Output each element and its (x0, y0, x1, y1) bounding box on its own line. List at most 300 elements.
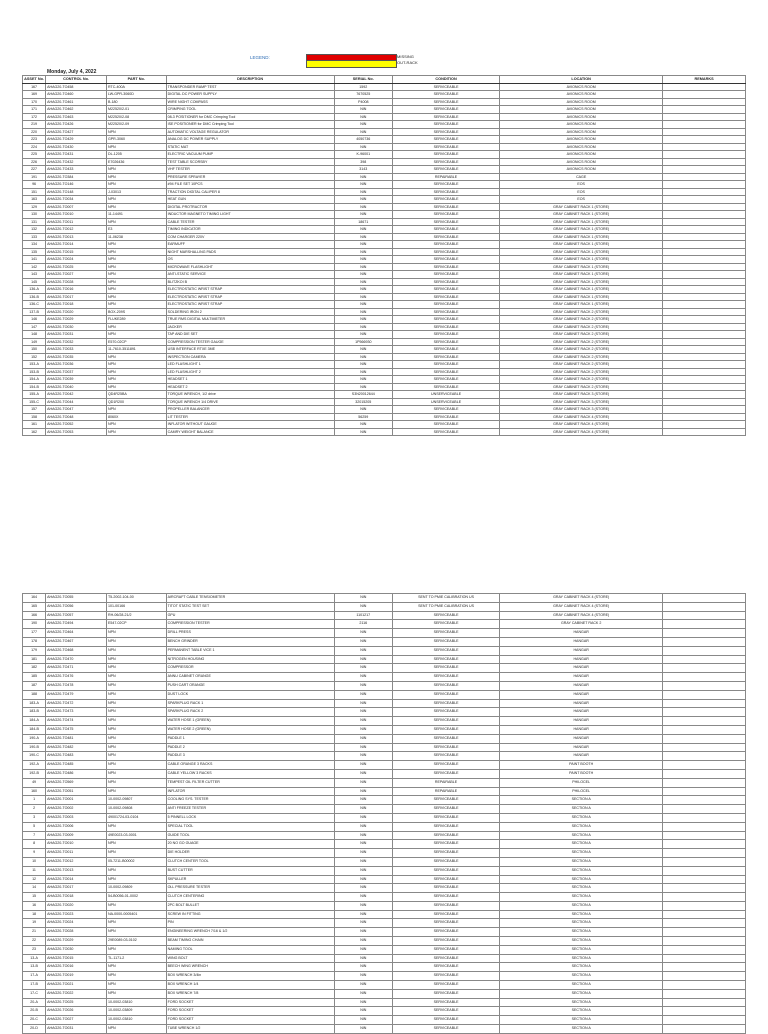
table-cell (663, 368, 746, 376)
table-row (23, 151, 746, 159)
table-cell (663, 717, 746, 726)
table-cell: TUBE WRENCH 1/2 (166, 1025, 334, 1034)
table-cell: 191 (23, 173, 46, 181)
table-cell: NIN (334, 805, 392, 814)
table-row (23, 594, 746, 603)
table-cell: AHAG20-TO016 (46, 286, 107, 294)
table-row (23, 391, 746, 399)
table-cell: SECTION A (500, 857, 663, 866)
table-cell (663, 620, 746, 629)
table-cell: AHAG20-TO481 (46, 734, 107, 743)
table-cell: SERVICEABLE (393, 263, 500, 271)
table-cell: SECTION A (500, 831, 663, 840)
table-cell: ANTI FREEZE TESTER (166, 805, 334, 814)
table-cell: SERVICEABLE (393, 664, 500, 673)
table-cell: WING BOLT (166, 954, 334, 963)
table-cell: 49001724-03-0104 (106, 813, 166, 822)
table-cell: 165 (23, 602, 46, 611)
table-row (23, 91, 746, 99)
table-cell: TITOT STATIC TEST SET (166, 602, 334, 611)
table-cell: AHAG20-TO031 (46, 1025, 107, 1034)
table-cell: AHAG20-TO013 (46, 233, 107, 241)
table-cell: NPN (106, 787, 166, 796)
table-cell (663, 271, 746, 279)
table-cell: SPECIAL TOOL (166, 822, 334, 831)
table-cell: SECTION A (500, 981, 663, 990)
table-cell (663, 218, 746, 226)
table-cell: 19 (23, 919, 46, 928)
table-cell: 160 (23, 787, 46, 796)
table-cell (663, 840, 746, 849)
table-cell: TIMING INDICATOR (166, 226, 334, 234)
table-cell (663, 233, 746, 241)
table-cell: SERVICEABLE (393, 629, 500, 638)
table-cell: SERVICEABLE (393, 1016, 500, 1025)
table-cell: 190-B (23, 743, 46, 752)
table-cell: 1P566930 (334, 338, 392, 346)
table-cell: REPAIRABLE (393, 787, 500, 796)
table-cell: SERVICEABLE (393, 805, 500, 814)
table-cell (663, 602, 746, 611)
table-cell: E547-02CP (106, 620, 166, 629)
table-cell: AHAG20-TO006 (46, 822, 107, 831)
table-cell: ENGINEERING WRENCH 7/16 & 1/2 (166, 928, 334, 937)
table-cell: SECTION A (500, 805, 663, 814)
table-cell (663, 884, 746, 893)
table-cell: AHAG20-TO470 (46, 655, 107, 664)
table-row (23, 376, 746, 384)
table-cell: 148 (23, 331, 46, 339)
table-row (23, 143, 746, 151)
table-cell: NIN (334, 1016, 392, 1025)
table-row (23, 181, 746, 189)
table-cell: SERVICEABLE (393, 901, 500, 910)
table-cell: 3143 (334, 166, 392, 174)
table-row (23, 271, 746, 279)
table-cell: AHAG20-TO467 (46, 637, 107, 646)
table-cell (663, 203, 746, 211)
table-cell: NIN (334, 301, 392, 309)
table-row (23, 121, 746, 129)
table-cell: COOLING SYS. TESTER (166, 796, 334, 805)
table-cell: 7670525 (334, 91, 392, 99)
table-cell: SERVICEABLE (393, 822, 500, 831)
table-row (23, 901, 746, 910)
table-cell: AHAG20-TO039 (46, 376, 107, 384)
table-cell: GRAY CABINET RACK 1 (STORE) (500, 263, 663, 271)
table-cell: 3 (23, 813, 46, 822)
table-cell: 188 (23, 690, 46, 699)
table-cell: PAINT BOOTH (500, 761, 663, 770)
table-cell: AHAG20-TO042 (46, 391, 107, 399)
table-cell: GRAY CABINET RACK 1 (STORE) (500, 211, 663, 219)
table-cell: B-180 (106, 98, 166, 106)
table-cell: 10-0002-03810 (106, 998, 166, 1007)
table-cell: SERVICEABLE (393, 421, 500, 429)
table-cell: TAP AND DIE SET (166, 331, 334, 339)
legend-outrack-text: OUT-RACK (397, 60, 418, 65)
table-cell: NIN (334, 263, 392, 271)
table-cell: GRAY CABINET RACK 1 (STORE) (500, 293, 663, 301)
table-cell: 9 (23, 849, 46, 858)
table-cell: 158 (23, 413, 46, 421)
table-cell: SERVICEABLE (393, 673, 500, 682)
table-cell: NIN (334, 1025, 392, 1034)
table-cell: AHAG20-TO464 (46, 629, 107, 638)
table-cell: NPN (106, 301, 166, 309)
table-cell: 7 (23, 831, 46, 840)
table-cell: AHAG20-TO020 (46, 901, 107, 910)
table-cell: SERVICEABLE (393, 1025, 500, 1034)
table-cell: NIN (334, 241, 392, 249)
table-cell (663, 655, 746, 664)
table-cell: 183-B (23, 708, 46, 717)
table-cell (663, 421, 746, 429)
table-cell: INDUCTOR MAGNETO TIMING LIGHT (166, 211, 334, 219)
table-cell: NIN (334, 822, 392, 831)
table-cell (663, 937, 746, 946)
table-cell: AHAG20-TO024 (46, 256, 107, 264)
header-condition: CONDITION (393, 76, 500, 84)
table-cell (663, 226, 746, 234)
table-cell: SERVICEABLE (393, 849, 500, 858)
table-cell: FORD SOCKET (166, 1007, 334, 1016)
table-cell: 20-A (23, 998, 46, 1007)
table-cell: SPARKPLUG RACK 1 (166, 699, 334, 708)
header-serial-no: SERIAL No. (334, 76, 392, 84)
table-cell (663, 866, 746, 875)
table-cell: NIGHT MARSHALLING PADS (166, 248, 334, 256)
table-cell (663, 323, 746, 331)
table-cell: SERVICEABLE (393, 256, 500, 264)
table-cell (663, 316, 746, 324)
table-cell: PRESSURE SPRAYER (166, 173, 334, 181)
table-cell (663, 831, 746, 840)
table-row (23, 655, 746, 664)
table-cell: GUIDE TOOL (166, 831, 334, 840)
table-cell: AHAG20-TO011 (46, 218, 107, 226)
table-row (23, 963, 746, 972)
table-cell: SCREW IN FITTING (166, 910, 334, 919)
table-row (23, 857, 746, 866)
table-cell: SECTION A (500, 954, 663, 963)
table-cell: NIN (334, 428, 392, 436)
table-cell: SERVICEABLE (393, 611, 500, 620)
table-cell: 134 (23, 241, 46, 249)
table-cell: SERVICEABLE (393, 226, 500, 234)
table-row (23, 301, 746, 309)
table-cell (663, 893, 746, 902)
table-cell: PADDLE 3 (166, 752, 334, 761)
table-cell: 5 (23, 822, 46, 831)
table-cell: 225 (23, 151, 46, 159)
table-cell: NIN (334, 113, 392, 121)
table-cell: SECTION A (500, 937, 663, 946)
table-cell: 20 NO GO GUAGE (166, 840, 334, 849)
table-cell: CABLE TESTER (166, 218, 334, 226)
table-cell (663, 301, 746, 309)
table-cell: SECTION A (500, 813, 663, 822)
table-cell: BOX-209S (106, 308, 166, 316)
table-cell: 17-A (23, 972, 46, 981)
table-cell: NIN (334, 316, 392, 324)
table-cell: NIN (334, 910, 392, 919)
table-cell: NIN (334, 866, 392, 875)
table-cell: GRAY CABINET RACK 2 (STORE) (500, 361, 663, 369)
table-cell: AHAG20-TO471 (46, 664, 107, 673)
table-cell (663, 778, 746, 787)
table-cell: SECTION A (500, 945, 663, 954)
table-cell: ELECTROSTATIC WRIST STRAP (166, 301, 334, 309)
table-cell: AHAG20-TO494 (46, 620, 107, 629)
table-cell: SERVICEABLE (393, 866, 500, 875)
table-cell: SERVICEABLE (393, 796, 500, 805)
table-cell: SERVICEABLE (393, 368, 500, 376)
table-cell (663, 637, 746, 646)
table-cell: NPN (106, 361, 166, 369)
table-cell: SECTION A (500, 822, 663, 831)
table-cell: COM CHARGER 220V (166, 233, 334, 241)
table-row (23, 602, 746, 611)
table-cell: AHAG20-TO458 (46, 83, 107, 91)
table-cell: NPN (106, 822, 166, 831)
table-cell: NPN (106, 271, 166, 279)
table-cell: NIN (334, 594, 392, 603)
table-row (23, 769, 746, 778)
table-cell: 17-C (23, 989, 46, 998)
table-cell: AHAG20-TO052 (46, 421, 107, 429)
table-cell: NIN (334, 831, 392, 840)
table-cell: NPN (106, 629, 166, 638)
table-cell: 219 (23, 121, 46, 129)
table-cell: DIE HOLDER (166, 849, 334, 858)
table-cell (663, 690, 746, 699)
table-cell: NIN (334, 406, 392, 414)
table-cell: AHAG20-TO047 (46, 406, 107, 414)
table-cell: HANGAR (500, 629, 663, 638)
table-cell: AHAG20-TO011 (46, 849, 107, 858)
table-cell: EOS (500, 188, 663, 196)
table-cell: SERVICEABLE (393, 331, 500, 339)
table-cell: AVIONICS ROOM (500, 106, 663, 114)
table-cell: E7026436 (106, 158, 166, 166)
table-cell: NPN (106, 353, 166, 361)
table-cell: HANGAR (500, 752, 663, 761)
table-cell (663, 121, 746, 129)
table-cell: SECTION A (500, 901, 663, 910)
table-cell: SERVICEABLE (393, 428, 500, 436)
table-cell: 190-C (23, 752, 46, 761)
table-cell (663, 989, 746, 998)
table-cell (663, 743, 746, 752)
table-cell: AHAG20-TO048 (46, 413, 107, 421)
table-cell: SENT TO PMIE CALIBRATION US (393, 594, 500, 603)
table-cell: 20-D (23, 1025, 46, 1034)
table-row (23, 752, 746, 761)
table-cell: AIRCRAFT CABLE TENSIOMETER (166, 594, 334, 603)
table-cell: AHAG20-TO473 (46, 708, 107, 717)
table-row (23, 383, 746, 391)
table-cell (663, 346, 746, 354)
table-cell: M22520/2-01 (106, 106, 166, 114)
table-cell: AHAG20-TO431 (46, 151, 107, 159)
table-cell: AHAG20-TO012 (46, 226, 107, 234)
table-cell (663, 263, 746, 271)
table-row (23, 136, 746, 144)
table-cell: NIN (334, 840, 392, 849)
header-asset-no: ASSET No. (24, 77, 44, 81)
table-cell (663, 383, 746, 391)
table-cell (663, 910, 746, 919)
table-cell: #94 FILE SET 10PCS (166, 181, 334, 189)
table-cell: AHAG20-TO569 (46, 778, 107, 787)
table-cell: AVIONICS ROOM (500, 98, 663, 106)
table-row (23, 822, 746, 831)
table-cell (663, 428, 746, 436)
table-cell: SERVICEABLE (393, 699, 500, 708)
table-cell: SERVICEABLE (393, 91, 500, 99)
table-cell: NPN (106, 331, 166, 339)
table-cell: AHAG20-TO020 (46, 308, 107, 316)
table-cell: NIN (334, 989, 392, 998)
table-cell: 1 (23, 796, 46, 805)
table-cell: PAINT BOOTH (500, 769, 663, 778)
table-cell: NIN (334, 681, 392, 690)
table-cell: GRAY CABINET RACK 2 (STORE) (500, 383, 663, 391)
table-cell: NIN (334, 121, 392, 129)
table-cell: AHAG20-TO033 (46, 346, 107, 354)
table-cell: AHAG20-TO029 (46, 937, 107, 946)
table-cell: INFLATOR WITHOUT GAUGE (166, 421, 334, 429)
table-cell: 227 (23, 166, 46, 174)
table-cell: ELECTRIC VACUUM PUMP (166, 151, 334, 159)
table-cell: SERVICEABLE (393, 128, 500, 136)
table-cell: NPN (106, 256, 166, 264)
table-cell (663, 278, 746, 286)
table-cell: 13-B (23, 963, 46, 972)
table-cell: HANGAR (500, 699, 663, 708)
table-cell: SERVICEABLE (393, 158, 500, 166)
table-cell (663, 188, 746, 196)
table-cell: SERVICEABLE (393, 286, 500, 294)
table-cell: HANGAR (500, 708, 663, 717)
table-row (23, 98, 746, 106)
table-cell: AHAG20-TO036 (46, 361, 107, 369)
table-cell: TEMPEST OIL FILTER CUTTER (166, 778, 334, 787)
table-cell: M22520/2-08 (106, 113, 166, 121)
table-cell: SERVICEABLE (393, 884, 500, 893)
table-cell: SERVICEABLE (393, 278, 500, 286)
table-cell: NPN (106, 196, 166, 204)
table-cell: DIGITAL PROTRACTOR (166, 203, 334, 211)
table-cell: AHAG20-TO024 (46, 919, 107, 928)
table-cell: SERVICEABLE (393, 353, 500, 361)
table-cell (663, 1025, 746, 1034)
table-cell: NIN (334, 203, 392, 211)
table-cell: SERVICEABLE (393, 233, 500, 241)
table-cell: SERVICEABLE (393, 998, 500, 1007)
table-cell: NIN (334, 875, 392, 884)
table-cell: NPN (106, 406, 166, 414)
table-row (23, 331, 746, 339)
table-row (23, 188, 746, 196)
table-cell: SERVICEABLE (393, 761, 500, 770)
table-cell (663, 664, 746, 673)
table-cell (663, 181, 746, 189)
table-cell: GRAY CABINET RACK 1 (STORE) (500, 278, 663, 286)
table-cell: SERVICEABLE (393, 413, 500, 421)
table-cell: 10-0002-03809 (106, 1007, 166, 1016)
table-cell: SERVICEABLE (393, 919, 500, 928)
table-cell: NIN (334, 323, 392, 331)
table-cell: 153-A (23, 361, 46, 369)
table-cell: USB INTERFACE RTXE 3ME (166, 346, 334, 354)
table-cell: AHAG20-TO019 (46, 972, 107, 981)
table-cell: 161 (23, 421, 46, 429)
table-cell: 20-B (23, 1007, 46, 1016)
table-cell: NIN (334, 778, 392, 787)
table-cell: SERVICEABLE (393, 316, 500, 324)
table-cell: 11-06238 (106, 233, 166, 241)
table-cell: SERVICEABLE (393, 196, 500, 204)
table-cell (663, 241, 746, 249)
table-row (23, 972, 746, 981)
table-row (23, 226, 746, 234)
table-cell: COMPRESSION TESTER (166, 620, 334, 629)
table-cell: CLUTCH CENTER TOOL (166, 857, 334, 866)
table-cell: 223 (23, 136, 46, 144)
table-cell: NPN (106, 673, 166, 682)
table-cell: NPN (106, 383, 166, 391)
table-cell: ELECTROSTATIC WRIST STRAP (166, 293, 334, 301)
table-cell: AHAG20-TO012 (46, 857, 107, 866)
table-row (23, 346, 746, 354)
table-cell: OS (166, 256, 334, 264)
table-cell: CAGE (500, 173, 663, 181)
table-cell: ELECTROSTATIC WRIST STRAP (166, 286, 334, 294)
table-cell: SECTION A (500, 849, 663, 858)
table-cell: SERVICEABLE (393, 166, 500, 174)
table-cell: AHAG20-TO018 (46, 301, 107, 309)
table-cell (663, 256, 746, 264)
table-cell: 182 (23, 664, 46, 673)
table-cell: GRAY CABINET RACK 2 (STORE) (500, 376, 663, 384)
table-cell: AHAG20-TO034 (46, 196, 107, 204)
table-cell: BOX WRENCH 3/4in (166, 972, 334, 981)
table-row (23, 106, 746, 114)
table-cell: SERVICEABLE (393, 725, 500, 734)
table-cell: FORD SOCKET (166, 1016, 334, 1025)
table-row (23, 743, 746, 752)
table-cell: HANGAR (500, 646, 663, 655)
table-cell: AHAG20-TO472 (46, 699, 107, 708)
table-row (23, 218, 746, 226)
table-cell: PIN (166, 919, 334, 928)
table-cell: UNSERVICEABLE (393, 398, 500, 406)
table-cell: NPN (106, 849, 166, 858)
table-cell: NPN (106, 717, 166, 726)
table-cell (663, 353, 746, 361)
table-cell: SERVICEABLE (393, 121, 500, 129)
table-cell: NPN (106, 743, 166, 752)
table-cell: AHAG20-TO475 (46, 725, 107, 734)
table-cell: SERVICEABLE (393, 151, 500, 159)
table-cell: SERVICEABLE (393, 376, 500, 384)
table-row (23, 778, 746, 787)
table-cell: GRAY CABINET RACK 3 (STORE) (500, 406, 663, 414)
table-cell: SERVICEABLE (393, 945, 500, 954)
table-cell: 143 (23, 271, 46, 279)
